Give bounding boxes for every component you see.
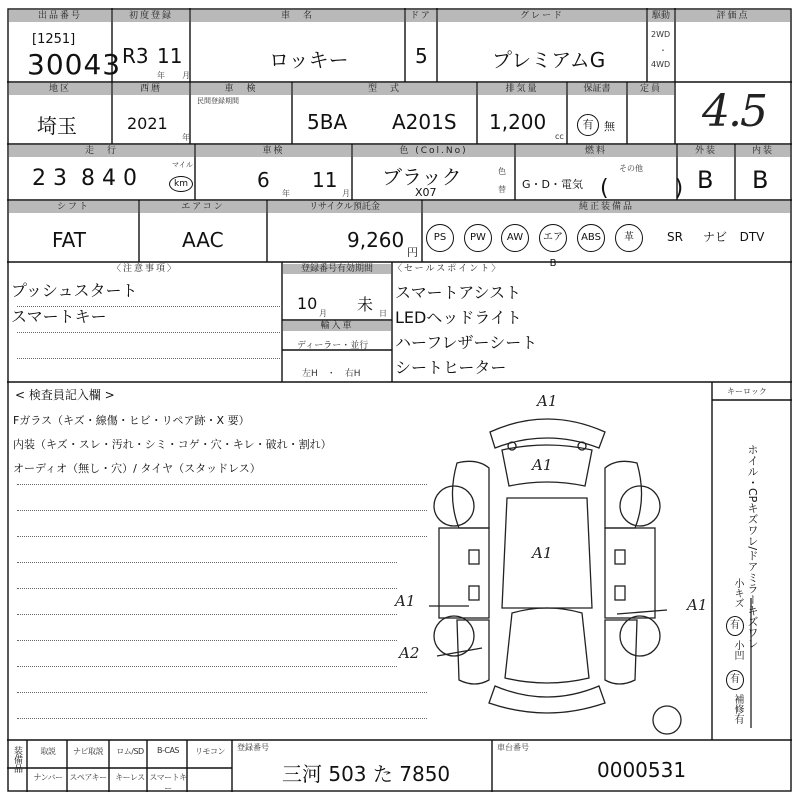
drive-4wd: 4WD (651, 60, 671, 69)
inspector-line: 内装（キズ・スレ・汚れ・シミ・コゲ・穴・キレ・破れ・割れ） (13, 438, 332, 451)
hdr-fuel: 燃料 (516, 145, 676, 157)
mileage-unit-mile: マイル (172, 161, 193, 169)
aircon-value: AAC (182, 228, 224, 252)
hdr-notes: 〈注意事項〉 (9, 264, 281, 274)
shift-value: FAT (52, 228, 87, 252)
option-エアb: エアB (539, 224, 567, 252)
model-prefix: 5BA (307, 110, 348, 134)
inspection-year-label: 年 (282, 189, 290, 198)
damage-mark: A1 (537, 392, 558, 410)
inspector-header: < 検査員記入欄 > (15, 388, 115, 402)
sales-point: ハーフレザーシート (395, 333, 538, 352)
fuel-options: G・D・電気 (522, 178, 583, 191)
side-text-repair: 補修有 (732, 694, 743, 724)
hdr-shift: シフト (9, 201, 138, 213)
hdr-area: 地区 (9, 83, 111, 95)
doors: 5 (415, 44, 428, 68)
option-ps: PS (426, 224, 454, 252)
score-value: 4.5 (702, 86, 766, 137)
reg-no-label: 登録番号 (237, 743, 269, 752)
year-suffix: 年 (182, 133, 190, 142)
area: 埼玉 (37, 114, 77, 138)
hdr-import: 輸入車 (283, 321, 391, 331)
grade: プレミアムG (492, 48, 606, 72)
dealer-type: ディーラー・並行 (297, 341, 369, 351)
option-ナビ: ナビ (702, 230, 727, 244)
first-reg-month-label: 月 (182, 71, 190, 80)
sales-point: LEDヘッドライト (395, 308, 522, 327)
footer-item: ロム/SD (116, 747, 144, 756)
drive-dot: ・ (659, 46, 667, 55)
inspection-year: 6 (257, 168, 270, 192)
side-text-small1: 小キズ (732, 578, 743, 608)
color-label1: 色 (498, 167, 506, 176)
side-text-has2: 有 (726, 670, 744, 690)
car-diagram (7, 8, 792, 792)
first-reg-era: R3 (122, 44, 149, 68)
side-text-has1: 有 (726, 616, 744, 636)
displacement-unit: cc (555, 132, 564, 141)
hdr-drive: 駆動 (648, 10, 674, 22)
hdr-interior: 内装 (736, 145, 790, 157)
recycle-value: 9,260 (347, 228, 405, 252)
note-item: スマートキー (11, 307, 107, 326)
fuel-paren: ( ) (600, 176, 684, 201)
hdr-regist: 登録番号有効期間 (283, 264, 391, 274)
reg-no: 三河 503 た 7850 (282, 762, 451, 786)
year-value: 2021 (127, 114, 168, 133)
fuel-other: その他 (619, 164, 643, 173)
hdr-warranty: 保証書 (568, 83, 626, 95)
footer-item: キーレス (115, 773, 145, 782)
option-abs: ABS (577, 224, 605, 252)
regist-month-label: 月 (319, 309, 327, 318)
footer-item: リモコン (195, 747, 225, 756)
dealer-hand: 左H ・ 右H (302, 369, 361, 379)
footer-item: ナンバー (33, 773, 63, 782)
color-code: X07 (415, 186, 437, 199)
chassis-no-label: 車台番号 (497, 743, 529, 752)
hdr-displacement: 排気量 (478, 83, 566, 95)
option-革: 革 (615, 224, 643, 252)
damage-mark: A1 (532, 456, 553, 474)
hdr-doors: ドア (406, 10, 436, 22)
option-pw: PW (464, 224, 492, 252)
lot-number: 30043 (27, 48, 122, 81)
first-reg-year-label: 年 (157, 71, 165, 80)
hdr-vi: 車 検 (191, 83, 291, 95)
hdr-car-name: 車 名 (191, 10, 404, 22)
option-aw: AW (501, 224, 529, 252)
hdr-first-reg: 初度登録 (113, 10, 189, 22)
chassis-no: 0000531 (597, 758, 687, 782)
key-lock-label: キーロック (727, 387, 767, 396)
regist-month: 10 (297, 294, 318, 313)
footer-label: 装備品 (12, 746, 22, 773)
side-text-wheel: ホイル・CPキズワレ/ドアミラーキズワレ (746, 444, 759, 650)
auction-sheet (7, 8, 792, 792)
hdr-year: 西暦 (113, 83, 189, 95)
hdr-inspection: 車検 (196, 145, 351, 157)
hdr-grade: グレード (438, 10, 646, 22)
hdr-aircon: エアコン (140, 201, 266, 213)
footer-item: スマートキー (149, 773, 187, 793)
hdr-recycle: リサイクル預託金 (268, 201, 421, 213)
hdr-exterior: 外装 (678, 145, 734, 157)
side-text-small2: 小凹 (732, 640, 743, 660)
regist-end: 未 (357, 295, 374, 314)
color-label2: 替 (498, 185, 506, 194)
warranty-no: 無 (604, 120, 615, 133)
footer-item: 取説 (40, 747, 56, 756)
first-reg-month: 11 (157, 44, 183, 68)
vi-note: 民間登録期間 (197, 97, 239, 105)
inspection-month-label: 月 (342, 189, 350, 198)
sales-point: シートヒーター (395, 358, 507, 377)
displacement-value: 1,200 (489, 110, 547, 134)
option-sr: SR (667, 230, 683, 244)
inspector-line: Fガラス（キズ・線傷・ヒビ・リペア跡・X 要） (13, 414, 250, 427)
exterior-grade: B (697, 166, 714, 194)
damage-mark: A1 (395, 592, 416, 610)
damage-mark: A2 (399, 644, 420, 662)
warranty-yes: 有 (577, 114, 599, 136)
mileage-digits: 2 3 8 4 0 (32, 166, 137, 191)
lot-bracket: [1251] (32, 32, 76, 47)
hdr-color: 色 (Col.No) (353, 145, 514, 157)
inspection-month: 11 (312, 168, 338, 192)
recycle-unit: 円 (407, 246, 418, 259)
regist-date-label: 日 (379, 309, 387, 318)
drive-2wd: 2WD (651, 30, 671, 39)
note-item: プッシュスタート (11, 281, 138, 300)
hdr-capacity: 定員 (628, 83, 674, 95)
option-dtv: DTV (739, 230, 765, 244)
hdr-options: 純正装備品 (423, 201, 790, 213)
car-name: ロッキー (269, 48, 349, 72)
footer-item: ナビ取説 (73, 747, 103, 756)
hdr-model: 型 式 (293, 83, 476, 95)
hdr-sales: 〈セールスポイント〉 (393, 264, 503, 274)
inspector-line: オーディオ（無し・穴）/ タイヤ（スタッドレス） (13, 462, 261, 475)
damage-mark: A1 (532, 544, 553, 562)
color-name: ブラック (382, 165, 462, 189)
hdr-lot: 出品番号 (9, 10, 111, 22)
hdr-mileage: 走 行 (9, 145, 194, 157)
hdr-score: 評価点 (676, 10, 790, 22)
footer-item: B-CAS (156, 746, 179, 755)
sales-point: スマートアシスト (395, 283, 522, 302)
interior-grade: B (752, 166, 769, 194)
footer-item: スペアキー (69, 773, 107, 782)
model-code: A201S (392, 110, 457, 134)
mileage-unit-km: km (169, 176, 193, 192)
damage-mark: A1 (687, 596, 708, 614)
